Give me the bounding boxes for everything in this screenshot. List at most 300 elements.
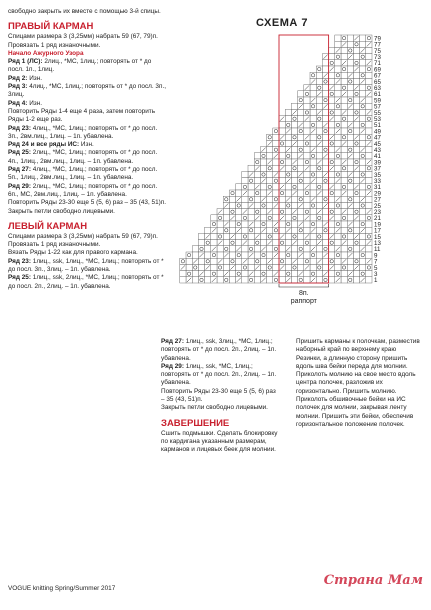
chart-cell [341,128,347,134]
paragraph: Повторить Ряды 23-30 еще 5 (5, 6) раз – 35 (43, 51)п. [161,387,276,404]
chart-cell [223,209,229,215]
chart-cell [360,54,366,60]
chart-cell [329,221,335,227]
chart-cell [310,202,316,208]
chart-cell [273,215,279,221]
row-number: 75 [374,47,381,55]
chart-cell [186,264,192,270]
row-number: 27 [374,196,381,204]
row-number: 61 [374,91,381,99]
chart-cell [229,190,235,196]
chart-cell [242,184,248,190]
chart-cell [260,264,266,270]
chart-cell [279,178,285,184]
chart-cell [267,252,273,258]
chart-cell [353,240,359,246]
chart-cell [329,153,335,159]
chart-cell [322,233,328,239]
chart-cell [242,271,248,277]
paragraph: Повторить Ряды 1-4 еще 4 раза, затем повторить Ряды 1-2 еще раз. [8,107,156,124]
chart-cell [341,134,347,140]
chart-cell [341,66,347,72]
chart-cell [229,258,235,264]
chart-cell [341,35,347,41]
chart-cell [304,209,310,215]
chart-cell [335,60,341,66]
chart-cell [322,66,328,72]
chart-cell [279,252,285,258]
chart-cell [366,128,372,134]
chart-cell [291,128,297,134]
chart-cell [335,122,341,128]
chart-cell [335,140,341,146]
chart-cell [360,258,366,264]
chart-cell [304,196,310,202]
chart-cell [322,184,328,190]
row-label: Ряд 27: [8,166,31,174]
chart-cell [260,271,266,277]
row-label: Ряд 29: [8,182,31,190]
chart-cell [347,215,353,221]
chart-cell [360,85,366,91]
chart-cell [198,264,204,270]
chart-cell [304,252,310,258]
chart-cell [366,165,372,171]
chart-cell [360,184,366,190]
chart-cell [285,116,291,122]
watermark-logo: Страна Мам [323,573,423,588]
chart-cell [267,215,273,221]
chart-cell [316,97,322,103]
chart-cell [304,227,310,233]
chart-cell [310,153,316,159]
chart-cell [329,97,335,103]
chart-cell [322,85,328,91]
chart-cell [223,246,229,252]
chart-cell [279,140,285,146]
chart-cell [366,264,372,270]
chart-cell [285,134,291,140]
repeat-label: раппорт [290,298,317,305]
chart-cell [279,153,285,159]
row-label: Ряд 23: [8,257,31,265]
row-number: 37 [374,165,381,173]
section-heading: ЛЕВЫЙ КАРМАН [8,220,88,232]
row-instructions: 1лиц., ssk, 3лиц., *МС, 1лиц.; повторять от * до посл. 2п., 2лиц. – 1п. убавлена. [161,338,277,362]
chart-cell [335,190,341,196]
chart-cell [353,128,359,134]
chart-cell [291,153,297,159]
chart-cell [316,85,322,91]
chart-cell [310,171,316,177]
chart-cell [366,233,372,239]
chart-cell [353,72,359,78]
chart-cell [254,159,260,165]
chart-cell [322,209,328,215]
chart-cell [316,66,322,72]
chart-cell [279,227,285,233]
row-number: 1 [374,277,378,285]
footer-magazine: VOGUE knitting Spring/Summer 2017 [8,585,116,592]
row-instructions: Изн. [79,141,94,149]
chart-cell [366,97,372,103]
chart-cell [223,215,229,221]
chart-cell [260,258,266,264]
chart-cell [254,246,260,252]
chart-cell [211,258,217,264]
chart-cell [329,78,335,84]
chart-cell [347,109,353,115]
chart-cell [242,233,248,239]
chart-cell [304,153,310,159]
chart-cell [335,109,341,115]
chart-cell [285,109,291,115]
chart-cell [353,60,359,66]
chart-cell [242,202,248,208]
chart-cell [316,178,322,184]
chart-cell [267,221,273,227]
chart-cell [341,85,347,91]
chart-cell [329,91,335,97]
chart-cell [298,159,304,165]
chart-cell [267,153,273,159]
chart-cell [366,147,372,153]
chart-cell [267,227,273,233]
row-number: 13 [374,240,381,247]
row-number: 63 [374,85,381,92]
text-column-middle [161,338,281,455]
row-label: Ряд 1 (ЛС): [8,58,43,66]
chart-cell [360,221,366,227]
row-label: Ряд 23: [8,124,31,132]
chart-cell [192,252,198,258]
chart-cell [347,116,353,122]
chart-cell [248,184,254,190]
row-number: 29 [374,190,381,198]
chart-cell [366,171,372,177]
chart-cell [335,66,341,72]
row-number: 41 [374,153,381,161]
chart-cell [273,264,279,270]
chart-cell [341,122,347,128]
chart-cell [316,72,322,78]
chart-cell [360,116,366,122]
chart-cell [335,240,341,246]
chart-cell [236,184,242,190]
chart-cell [335,215,341,221]
chart-cell [310,233,316,239]
chart-cell [217,277,223,283]
chart-cell [267,233,273,239]
chart-cell [285,264,291,270]
chart-cell [242,178,248,184]
chart-cell [291,215,297,221]
chart-cell [341,178,347,184]
chart-cell [304,103,310,109]
chart-cell [304,240,310,246]
chart-cell [236,190,242,196]
chart-cell [260,221,266,227]
chart-cell [329,47,335,53]
chart-cell [304,147,310,153]
chart-cell [254,227,260,233]
chart-cell [229,246,235,252]
chart-cell [186,258,192,264]
chart-cell [279,209,285,215]
chart-cell [347,159,353,165]
chart-cell [298,178,304,184]
chart-cell [341,116,347,122]
chart-cell [298,184,304,190]
chart-cell [366,184,372,190]
chart-cell [260,215,266,221]
chart-cell [291,165,297,171]
chart-cell [248,277,254,283]
chart-cell [366,78,372,84]
chart-cell [353,227,359,233]
chart-cell [316,78,322,84]
chart-cell [341,277,347,283]
paragraph: Закрыть петли свободно лицевыми. [161,404,268,412]
chart-cell [316,116,322,122]
pattern-row [8,83,168,100]
row-label: Ряд 2: [8,74,28,82]
chart-cell [335,72,341,78]
chart-cell [360,66,366,72]
chart-cell [316,264,322,270]
chart-cell [279,277,285,283]
chart-cell [205,258,211,264]
chart-cell [322,60,328,66]
row-number: 35 [374,171,381,179]
row-instructions: Изн. [27,74,43,82]
chart-cell [347,66,353,72]
chart-cell [267,178,273,184]
chart-cell [341,227,347,233]
text-column-left [8,8,168,291]
chart-cell [322,178,328,184]
chart-cell [310,85,316,91]
row-instructions: 1лиц., ssk, *МС, 1лиц.; повторять от * до посл. 2п., 2лиц. – 1п. убавлена. [161,362,277,387]
chart-cell [322,165,328,171]
chart-cell [217,252,223,258]
chart-cell [353,196,359,202]
row-instructions: 4лиц., *МС, 1лиц.; повторять от * до посл. 5п., 1лиц., 2вм.лиц., 1лиц. – 1п. убавлена. [8,166,158,182]
chart-cell [335,85,341,91]
chart-cell [347,134,353,140]
chart-cell [322,128,328,134]
chart-cell [366,122,372,128]
chart-cell [322,240,328,246]
chart-cell [260,240,266,246]
chart-cell [329,190,335,196]
row-number: 25 [374,202,381,210]
chart-cell [347,233,353,239]
pattern-row [8,183,168,200]
chart-cell [341,47,347,53]
chart-cell [347,190,353,196]
row-instructions: 4лиц., *МС, 1лиц.; повторять от * до посл. 3п., 3лиц. [8,83,166,99]
chart-cell [223,258,229,264]
chart-cell [366,215,372,221]
row-number: 65 [374,78,381,86]
chart-cell [285,165,291,171]
chart-cell [360,159,366,165]
chart-cell [254,153,260,159]
chart-cell [229,252,235,258]
chart-cell [335,258,341,264]
chart-cell [267,147,273,153]
chart-cell [223,196,229,202]
chart-cell [347,41,353,47]
subheading: Начало Ажурного Узора [8,49,84,57]
chart-cell [341,103,347,109]
chart-cell [360,252,366,258]
chart-cell [211,271,217,277]
chart-cell [329,202,335,208]
chart-cell [341,246,347,252]
row-instructions: 1лиц., ssk, 2лиц., *МС, 1лиц.; повторять от * до посл. 2п., 2лиц. – 1п. убавлена. [8,274,164,290]
chart-cell [291,227,297,233]
chart-cell [267,184,273,190]
pattern-row [8,141,168,149]
chart-cell [273,190,279,196]
row-instructions: 2лиц., *МС, 1лиц.; повторять от * до посл. 4п., 1лиц., 2вм.лиц., 1лиц. – 1п. убавлена. [8,149,158,165]
chart-cell [353,91,359,97]
chart-cell [353,209,359,215]
chart-cell [353,277,359,283]
chart-cell [341,184,347,190]
section-heading: ПРАВЫЙ КАРМАН [8,21,94,33]
chart-cell [335,233,341,239]
chart-cell [347,184,353,190]
chart-cell [353,97,359,103]
chart-cell [254,202,260,208]
chart-cell [341,147,347,153]
chart-cell [304,171,310,177]
chart-cell [285,221,291,227]
chart-cell [335,271,341,277]
chart-cell [335,91,341,97]
chart-cell [335,159,341,165]
chart-cell [360,264,366,270]
chart-cell [353,109,359,115]
chart-cell [291,202,297,208]
chart-cell [347,60,353,66]
chart-cell [229,227,235,233]
chart-cell [248,264,254,270]
section-heading: ЗАВЕРШЕНИЕ [161,417,230,429]
chart-cell [242,264,248,270]
chart-cell [285,209,291,215]
chart-cell [291,134,297,140]
paragraph: Спицами размера 3 (3,25мм) набрать 59 (67, 79)п. Провязать 1 ряд изнаночными. [8,232,158,249]
chart-cell [347,258,353,264]
chart-cell [279,196,285,202]
chart-cell [329,227,335,233]
chart-cell [341,78,347,84]
chart-cell [316,246,322,252]
chart-cell [304,97,310,103]
row-label: Ряд 29: [161,362,184,370]
chart-cell [316,215,322,221]
paragraph: Спицами размера 3 (3,25мм) набрать 59 (67, 79)п. Провязать 1 ряд изнаночными. [8,33,158,49]
chart-cell [353,159,359,165]
chart-cell [360,153,366,159]
chart-cell [192,264,198,270]
chart-cell [322,215,328,221]
chart-cell [260,202,266,208]
chart-cell [304,159,310,165]
chart-cell [298,109,304,115]
chart-cell [322,97,328,103]
chart-cell [223,227,229,233]
row-number: 19 [374,221,381,229]
chart-cell [291,178,297,184]
row-number: 3 [374,271,378,278]
chart-cell [279,258,285,264]
chart-cell [248,240,254,246]
chart-cell [335,184,341,190]
chart-cell [310,209,316,215]
chart-cell [304,258,310,264]
chart-cell [316,153,322,159]
chart-cell [366,85,372,91]
chart-cell [242,221,248,227]
chart-cell [322,140,328,146]
chart-cell [211,240,217,246]
chart-cell [254,209,260,215]
chart-cell [285,271,291,277]
chart-cell [316,233,322,239]
chart-cell [360,171,366,177]
chart-cell [304,91,310,97]
paragraph: Сшить подмышки. Сделать блокировку по кардигана указанным размерам, карманов и лицевых беек для молнии. [161,429,278,454]
chart-cell [366,246,372,252]
chart-cell [298,233,304,239]
chart-cell [260,252,266,258]
chart-cell [360,209,366,215]
chart-cell [347,97,353,103]
chart-cell [360,190,366,196]
chart-cell [310,165,316,171]
chart-cell [322,147,328,153]
chart-cell [366,116,372,122]
chart-cell [248,233,254,239]
chart-cell [298,147,304,153]
chart-cell [360,240,366,246]
chart-cell [273,227,279,233]
chart-cell [285,240,291,246]
chart-cell [360,91,366,97]
chart-cell [248,215,254,221]
chart-cell [248,209,254,215]
chart-cell [229,209,235,215]
chart-cell [242,277,248,283]
chart-cell [310,140,316,146]
chart-cell [298,190,304,196]
chart-cell [285,159,291,165]
chart-cell [304,190,310,196]
chart-cell [192,246,198,252]
chart-cell [279,221,285,227]
row-number: 9 [374,252,378,260]
chart-cell [260,209,266,215]
chart-cell [192,271,198,277]
chart-cell [285,171,291,177]
chart-cell [322,109,328,115]
chart-cell [341,221,347,227]
